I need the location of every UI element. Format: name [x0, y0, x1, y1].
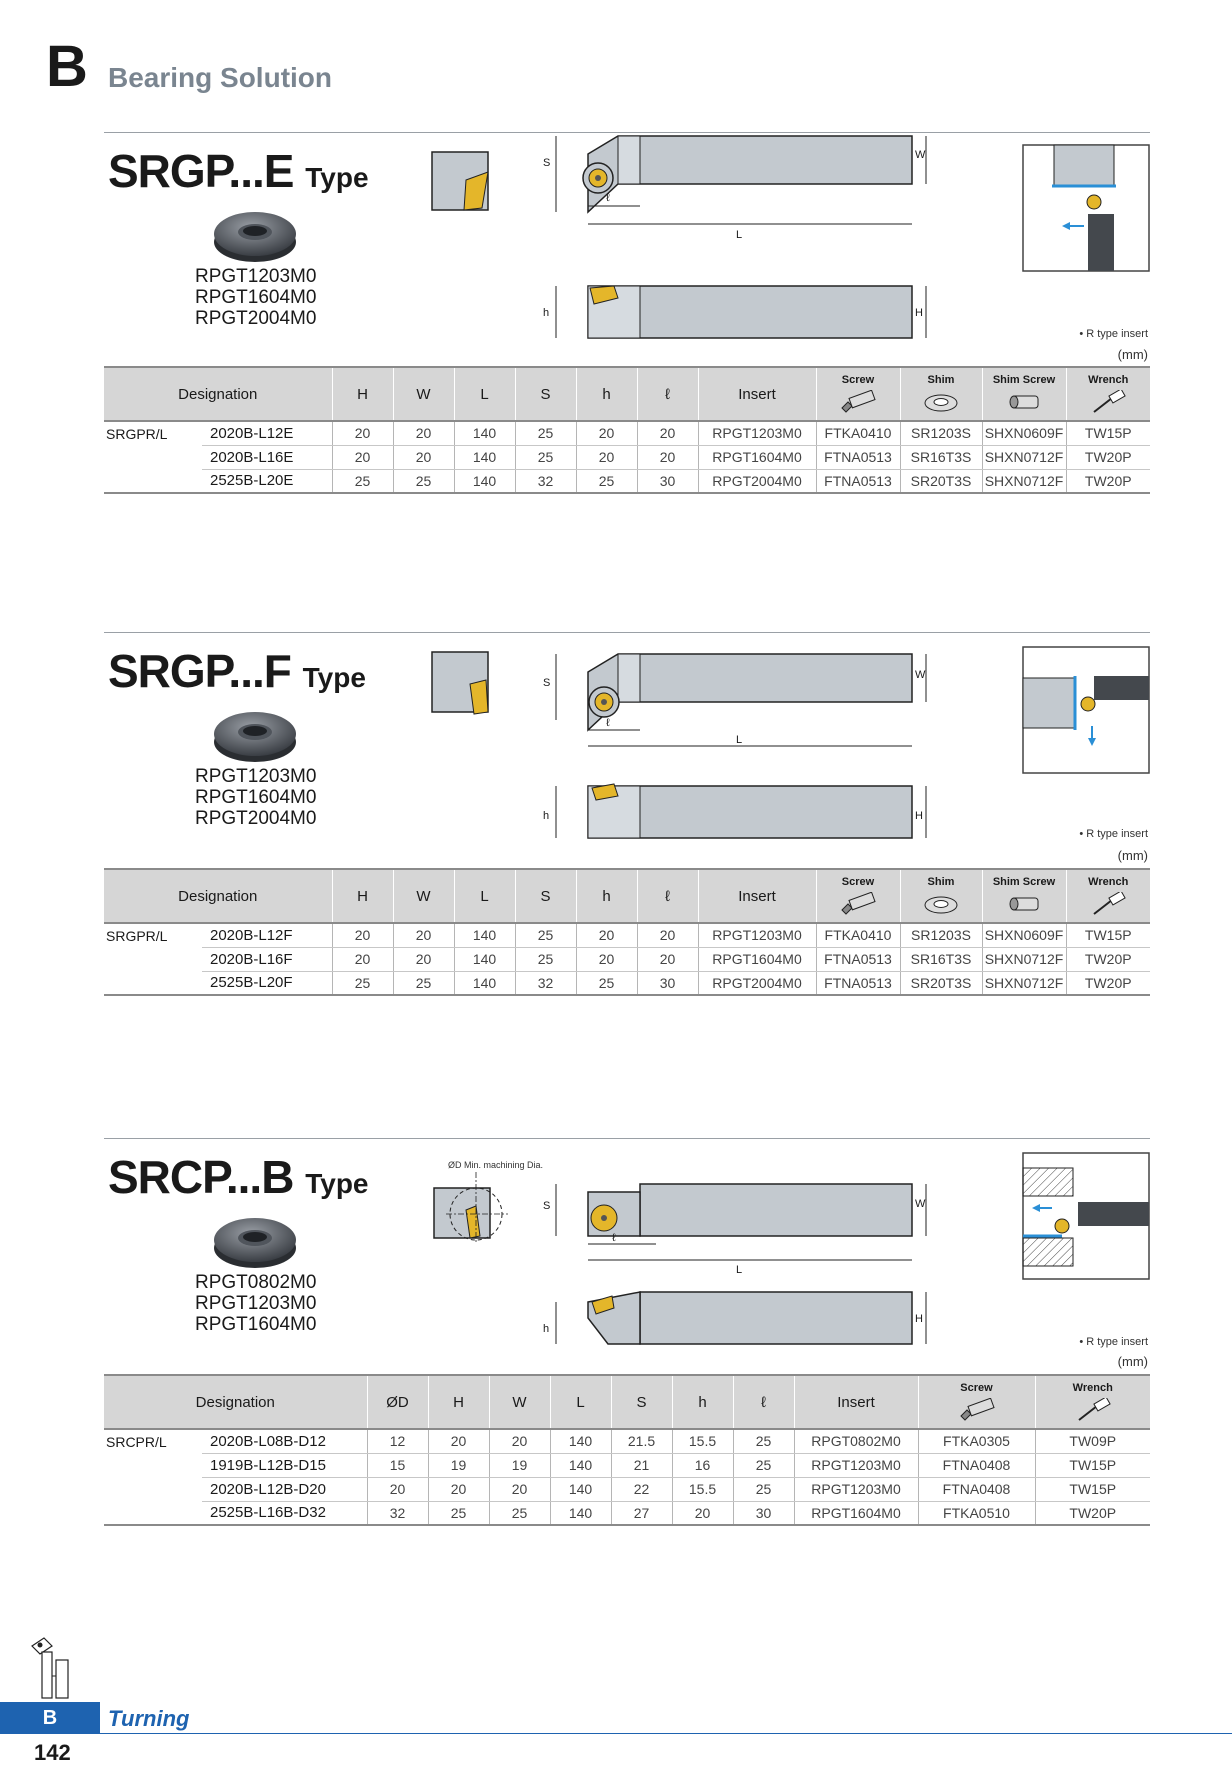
col-L: L	[454, 367, 515, 421]
col-H: H	[332, 869, 393, 923]
col-designation: Designation	[104, 869, 332, 923]
wrench-icon	[1088, 892, 1128, 916]
table-row: 1919B-L12B-D15 15 19 19 140 21 16 25 RPGT1203M0 FTNA0408 TW15P	[104, 1453, 1150, 1477]
insert-code: RPGT1203M0	[195, 266, 317, 287]
col-l: ℓ	[637, 367, 698, 421]
dim-l-small: ℓ	[606, 192, 610, 204]
table-row: 2525B-L20F 25 25 140 32 25 30 RPGT2004M0 FTNA0513 SR20T3S SHXN0712F TW20P	[104, 971, 1150, 995]
col-H: H	[428, 1375, 489, 1429]
dim-w: W	[915, 149, 926, 161]
type-title: SRGP...E Type	[108, 145, 369, 197]
footer-divider	[100, 1733, 1232, 1734]
table-row: 2020B-L12B-D20 20 20 20 140 22 15.5 25 RPGT1203M0 FTNA0408 TW15P	[104, 1477, 1150, 1501]
shim-icon	[921, 390, 961, 414]
dim-s: S	[543, 157, 551, 169]
insert-image	[212, 204, 298, 264]
section-divider	[104, 1138, 1150, 1139]
spec-table	[104, 366, 1150, 494]
table-row: 2020B-L16E 20 20 140 25 20 20 RPGT1604M0 FTNA0513 SR16T3S SHXN0712F TW20P	[104, 445, 1150, 469]
dim-l: L	[736, 734, 743, 746]
side-view-drawing	[548, 282, 948, 346]
col-S: S	[515, 367, 576, 421]
col-h: h	[576, 367, 637, 421]
screw-icon	[838, 390, 878, 414]
shim-icon	[921, 892, 961, 916]
dim-s: S	[543, 677, 551, 689]
screw-icon	[838, 892, 878, 916]
dim-l: L	[736, 229, 743, 241]
side-view-drawing	[548, 782, 948, 846]
dim-s: S	[543, 1200, 551, 1212]
section-divider	[104, 632, 1150, 633]
top-view-drawing	[548, 132, 948, 246]
col-L: L	[550, 1375, 611, 1429]
wrench-icon	[1088, 390, 1128, 414]
series-label: SRGPR/L	[106, 927, 168, 944]
col-l: ℓ	[733, 1375, 794, 1429]
col-designation: Designation	[104, 1375, 367, 1429]
unit-label: (mm)	[1117, 1354, 1148, 1369]
spec-table	[104, 868, 1150, 996]
col-OD: ØD	[367, 1375, 428, 1429]
type-title: SRCP...B Type	[108, 1151, 369, 1203]
unit-label: (mm)	[1117, 347, 1148, 362]
dim-l-small: ℓ	[612, 1232, 616, 1244]
col-shim: Shim	[900, 367, 982, 421]
top-view-drawing	[548, 650, 948, 764]
application-drawing	[1022, 1152, 1150, 1280]
end-view-drawing	[432, 1172, 510, 1242]
col-insert: Insert	[794, 1375, 918, 1429]
dim-H: H	[915, 1313, 923, 1325]
insert-code: RPGT1604M0	[195, 1314, 317, 1335]
col-designation: Designation	[104, 367, 332, 421]
col-l: ℓ	[637, 869, 698, 923]
dim-h: h	[543, 1323, 550, 1335]
chapter-letter: B	[46, 34, 88, 99]
table-row: SRGPR/L 2020B-L12F 20 20 140 25 20 20 RPGT1203M0 FTKA0410 SR1203S SHXN0609F TW15P	[104, 923, 1150, 947]
col-screw: Screw	[816, 367, 900, 421]
series-label: SRGPR/L	[106, 425, 168, 442]
col-S: S	[515, 869, 576, 923]
dim-w: W	[915, 669, 926, 681]
min-dia-label: ØD Min. machining Dia.	[448, 1160, 544, 1170]
insert-code: RPGT1203M0	[195, 1293, 317, 1314]
application-drawing	[1022, 144, 1150, 272]
page-number: 142	[34, 1740, 71, 1765]
col-screw: Screw	[816, 869, 900, 923]
insert-code: RPGT1604M0	[195, 787, 317, 808]
shim-screw-icon	[1004, 390, 1044, 414]
table-row: 2020B-L16F 20 20 140 25 20 20 RPGT1604M0 FTNA0513 SR16T3S SHXN0712F TW20P	[104, 947, 1150, 971]
col-wrench: Wrench	[1066, 367, 1150, 421]
insert-code: RPGT2004M0	[195, 808, 317, 829]
table-row: 2525B-L16B-D32 32 25 25 140 27 20 30 RPGT1604M0 FTKA0510 TW20P	[104, 1501, 1150, 1525]
dim-H: H	[915, 307, 923, 319]
side-view-drawing	[548, 1288, 948, 1352]
col-h: h	[672, 1375, 733, 1429]
end-view-drawing	[430, 150, 490, 214]
dim-h: h	[543, 810, 550, 822]
col-wrench: Wrench	[1066, 869, 1150, 923]
col-H: H	[332, 367, 393, 421]
table-row: SRCPR/L 2020B-L08B-D12 12 20 20 140 21.5 15.5 25 RPGT0802M0 FTKA0305 TW09P	[104, 1429, 1150, 1453]
series-label: SRCPR/L	[106, 1433, 167, 1450]
table-row: 2525B-L20E 25 25 140 32 25 30 RPGT2004M0 FTNA0513 SR20T3S SHXN0712F TW20P	[104, 469, 1150, 493]
wrench-icon	[1073, 1398, 1113, 1422]
insert-code: RPGT1203M0	[195, 766, 317, 787]
col-S: S	[611, 1375, 672, 1429]
col-W: W	[393, 367, 454, 421]
r-type-note: • R type insert	[1079, 1336, 1148, 1348]
col-insert: Insert	[698, 869, 816, 923]
col-h: h	[576, 869, 637, 923]
dim-l: L	[736, 1264, 743, 1276]
category-label: Turning	[108, 1706, 190, 1731]
insert-image	[212, 704, 298, 764]
col-shim-screw: Shim Screw	[982, 869, 1066, 923]
col-wrench: Wrench	[1035, 1375, 1150, 1429]
col-screw: Screw	[918, 1375, 1035, 1429]
insert-list	[195, 766, 316, 829]
spec-table	[104, 1374, 1150, 1526]
end-view-drawing	[430, 650, 490, 716]
col-W: W	[393, 869, 454, 923]
screw-icon	[957, 1398, 997, 1422]
shim-screw-icon	[1004, 892, 1044, 916]
r-type-note: • R type insert	[1079, 828, 1148, 840]
dim-l-small: ℓ	[606, 717, 610, 729]
chapter-tab: B	[0, 1702, 100, 1734]
dim-h: h	[543, 307, 550, 319]
col-W: W	[489, 1375, 550, 1429]
insert-list	[195, 1272, 316, 1335]
insert-image	[212, 1210, 298, 1270]
type-title: SRGP...F Type	[108, 645, 366, 697]
insert-code: RPGT0802M0	[195, 1272, 317, 1293]
chapter-title: Bearing Solution	[108, 62, 332, 93]
col-shim-screw: Shim Screw	[982, 367, 1066, 421]
unit-label: (mm)	[1117, 848, 1148, 863]
top-view-drawing	[548, 1180, 948, 1270]
col-L: L	[454, 869, 515, 923]
dim-w: W	[915, 1198, 926, 1210]
turning-tool-icon	[30, 1636, 74, 1700]
dim-H: H	[915, 810, 923, 822]
insert-list	[195, 266, 316, 329]
insert-code: RPGT2004M0	[195, 308, 317, 329]
r-type-note: • R type insert	[1079, 328, 1148, 340]
col-shim: Shim	[900, 869, 982, 923]
table-row: SRGPR/L 2020B-L12E 20 20 140 25 20 20 RPGT1203M0 FTKA0410 SR1203S SHXN0609F TW15P	[104, 421, 1150, 445]
application-drawing	[1022, 646, 1150, 774]
insert-code: RPGT1604M0	[195, 287, 317, 308]
col-insert: Insert	[698, 367, 816, 421]
